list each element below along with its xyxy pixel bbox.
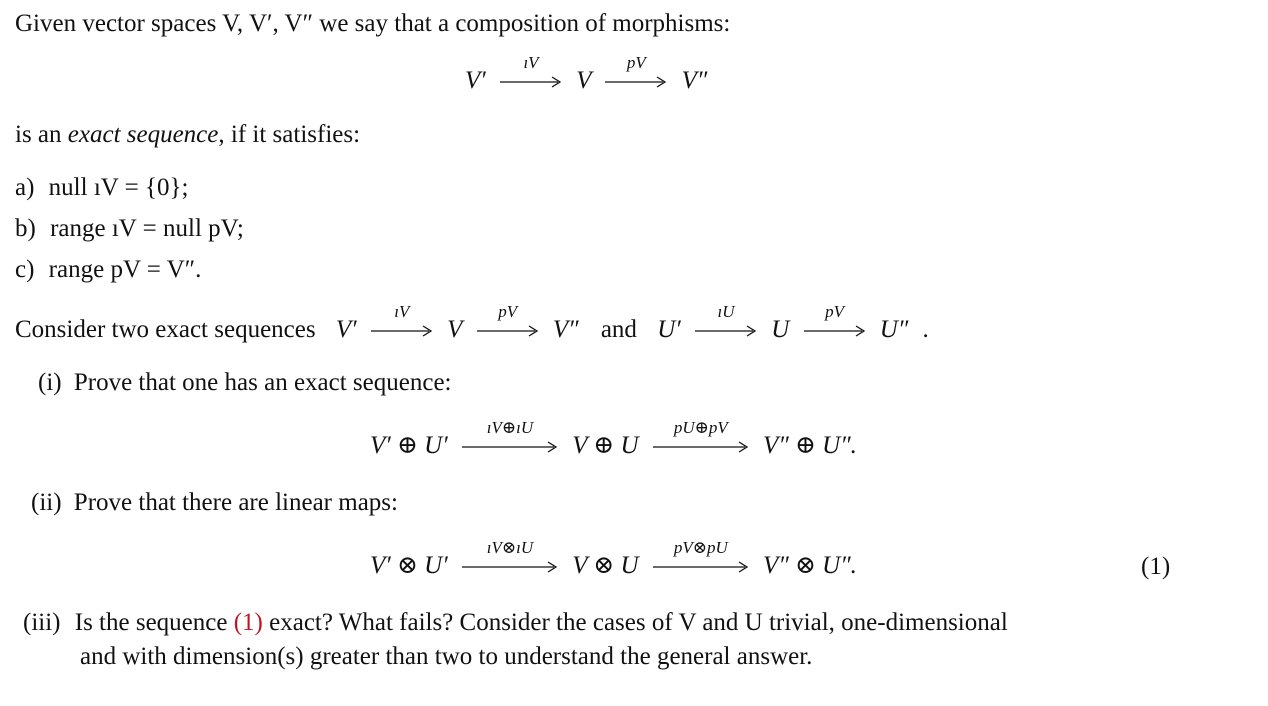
arrow-label: pV — [825, 302, 844, 322]
display-equation-1 — [465, 53, 708, 94]
intro-text: Given vector spaces V, V′, V″ we say that a composition of morphisms: — [15, 10, 731, 37]
definition-term: exact sequence — [67, 121, 219, 148]
arrow-label: ıV — [394, 302, 410, 322]
consider-text — [15, 302, 929, 343]
condition-text: null ıV = {0}; — [48, 174, 189, 201]
condition-text: range pV = V″. — [48, 256, 202, 283]
seq2-c: U″ — [879, 316, 909, 343]
equation-reference-link[interactable]: (1) — [233, 609, 263, 636]
part-label: (iii) — [23, 609, 61, 636]
arrow-tensor-g — [653, 538, 749, 573]
space-v: V — [576, 67, 592, 94]
display-b: V ⊕ U — [572, 432, 639, 459]
condition-label: c) — [15, 256, 35, 283]
arrow-seq2-g — [804, 302, 866, 337]
display-b: V ⊗ U — [572, 552, 639, 579]
right-arrow-icon — [695, 325, 757, 337]
arrow-label: ıV⊗ıU — [486, 538, 534, 558]
part-ii — [31, 490, 398, 515]
arrow-seq2-f — [695, 302, 757, 337]
right-arrow-icon — [653, 561, 749, 573]
display-equation-direct-sum — [370, 418, 857, 459]
definition-text — [15, 122, 360, 147]
consider-end: . — [922, 316, 929, 343]
space-v-double-prime: V″ — [681, 67, 708, 94]
arrow-seq1-g — [477, 302, 539, 337]
seq1-b: V — [447, 316, 463, 343]
arrow-label: ıV⊕ıU — [486, 418, 534, 438]
consider-pre: Consider two exact sequences — [15, 316, 316, 343]
display-a: V′ ⊕ U′ — [370, 432, 448, 459]
part-i — [38, 370, 451, 395]
part-label: (i) — [38, 369, 62, 396]
arrow-label: pU⊕pV — [673, 418, 728, 438]
condition-text: range ıV = null pV; — [50, 215, 244, 242]
condition-label: b) — [15, 215, 36, 242]
display-a: V′ ⊗ U′ — [370, 552, 448, 579]
seq2-a: U′ — [657, 316, 681, 343]
display-c: V″ ⊗ U″. — [763, 552, 857, 579]
space-v-prime: V′ — [465, 67, 486, 94]
part-iii-continuation: and with dimension(s) greater than two to understand the general answer. — [80, 643, 813, 670]
arrow-tensor-f — [462, 538, 558, 573]
definition-post: , if it satisfies: — [218, 121, 361, 148]
right-arrow-icon — [653, 441, 749, 453]
arrow-label: pV — [498, 302, 518, 322]
definition-pre: is an — [15, 121, 68, 148]
arrow-seq1-f — [371, 302, 433, 337]
arrow-direct-sum-f — [462, 418, 558, 453]
arrow-direct-sum-g — [653, 418, 749, 453]
seq1-a: V′ — [335, 316, 357, 343]
part-text: Prove that there are linear maps: — [73, 489, 398, 516]
condition-b — [15, 216, 244, 241]
right-arrow-icon — [462, 561, 558, 573]
seq2-b: U — [771, 316, 790, 343]
equation-number: (1) — [1141, 553, 1171, 580]
arrow-iota-v — [500, 53, 562, 88]
display-equation-tensor — [370, 538, 857, 579]
display-c: V″ ⊕ U″. — [763, 432, 857, 459]
arrow-label: ıV — [523, 53, 539, 73]
arrow-label: pV⊗pU — [673, 538, 728, 558]
condition-label: a) — [15, 174, 35, 201]
seq1-c: V″ — [552, 316, 579, 343]
arrow-label: ıU — [717, 302, 735, 322]
right-arrow-icon — [371, 325, 433, 337]
arrow-p-v — [605, 53, 667, 88]
right-arrow-icon — [500, 76, 562, 88]
arrow-label: pV — [626, 53, 646, 73]
part-text-post: exact? What fails? Consider the cases of V and U trivial, one-dimensional — [262, 609, 1008, 636]
right-arrow-icon — [477, 325, 539, 337]
and-word: and — [600, 316, 637, 343]
right-arrow-icon — [804, 325, 866, 337]
right-arrow-icon — [605, 76, 667, 88]
part-iii — [23, 610, 1008, 635]
condition-a — [15, 175, 188, 200]
part-label: (ii) — [31, 489, 62, 516]
right-arrow-icon — [462, 441, 558, 453]
condition-c — [15, 257, 201, 282]
part-text: Prove that one has an exact sequence: — [73, 369, 452, 396]
part-text-pre: Is the sequence — [74, 609, 234, 636]
